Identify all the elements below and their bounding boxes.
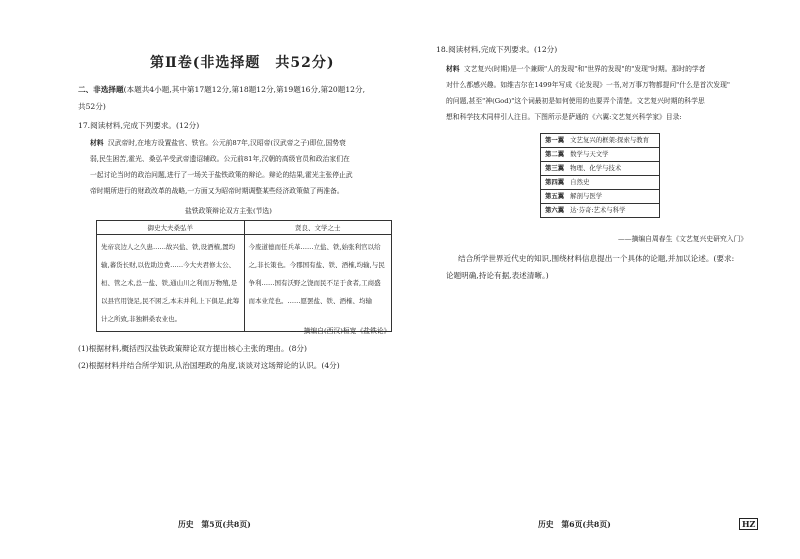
material-line-3: 一起讨论当时的政治问题,进行了一场关于盐铁政策的辩论。辩论的结果,霍光主张停止武 (90, 171, 353, 179)
toc-row (541, 134, 659, 148)
question-17-title: 17.阅读材料,完成下列要求。(12分) (78, 121, 200, 130)
table-header-right: 贤良、文学之士 (244, 221, 392, 235)
toc-row (541, 204, 659, 217)
toc-box (540, 133, 660, 218)
toc-chapter: 第四翼 (545, 178, 565, 186)
toc-topic: 自然史 (570, 178, 590, 186)
section-title: 第Ⅱ卷(非选择题 共52分) (150, 55, 335, 71)
r-material-line-4: 想和科学技术同样引人注目。下图所示是萨通的《六翼:文艺复兴科学家》目录: (446, 113, 682, 121)
r-material-label: 材料 (446, 65, 460, 73)
toc-topic: 达·芬奇:艺术与科学 (570, 206, 626, 214)
toc-row (541, 148, 659, 162)
r-material-line-2: 对什么都感兴趣。如维吉尔在1499年写成《论发现》一书,对万事万物都提问"什么是首次发现" (446, 81, 730, 89)
instruction-line-1 (78, 84, 365, 95)
material-line-1 (90, 138, 346, 148)
material-line-4: 帝时期所进行的财政改革的战略,一方面又为昭帝时期调整某些经济政策做了两准备。 (90, 187, 344, 195)
corner-mark: HZ (739, 518, 758, 530)
sub-question-1: (1)根据材料,概括西汉盐铁政策辩论双方提出核心主张的理由。(8分) (78, 344, 307, 353)
instruction-text: (本题共4小题,其中第17题12分,第18题12分,第19题16分,第20题12分, (123, 85, 366, 94)
material-label: 材料 (90, 139, 104, 147)
toc-topic: 解剖与医学 (570, 192, 603, 200)
r-material-line-3: 的问题,甚至"神(God)"这个词最初是如何使用的也要弄个清楚。文艺复兴时期的科学思 (446, 97, 705, 105)
left-footer: 历史 第5页(共8页) (178, 520, 251, 529)
table-header-left: 御史大夫桑弘羊 (97, 221, 245, 235)
table-right-text: 今废道德而任兵革……立盐、铁,始张利官以给之,非长策也。今郡国有盐、铁、酒榷,均输,与民争利……国有沃野之饶而民不足于食者,工商盛而本业荒也。……愿罢盐、铁、酒榷、均输 (248, 243, 385, 305)
task-line-2: 论题明确,持论有据,表述清晰。) (446, 271, 549, 280)
toc-topic: 文艺复兴的框架:探索与教育 (570, 136, 650, 144)
r-material-text-1: 文艺复兴(时期)是一个兼顾"人的发现"和"世界的发现"的"发现"时期。那时的学者 (463, 65, 706, 73)
toc-chapter: 第六翼 (545, 206, 565, 214)
r-material-line-1 (446, 64, 705, 74)
task-line-1: 结合所学世界近代史的知识,围绕材料信息提出一个具体的论题,并加以论述。(要求: (458, 254, 735, 263)
question-18-title: 18.阅读材料,完成下列要求。(12分) (436, 45, 558, 54)
table-cell-left (97, 235, 245, 332)
sub-question-2: (2)根据材料并结合所学知识,从治国理政的角度,谈谈对这场辩论的认识。(4分) (78, 361, 340, 370)
toc-topic: 物理、化学与技术 (570, 164, 622, 172)
table-cell-right (244, 235, 392, 332)
toc-row (541, 176, 659, 190)
material-text-1: 汉武帝时,在地方设置盐官、铁官。公元前87年,汉昭帝(汉武帝之子)即位,国势衰 (107, 139, 346, 147)
toc-row (541, 162, 659, 176)
right-footer: 历史 第6页(共8页) (538, 520, 611, 529)
toc-topic: 数学与天文学 (570, 150, 609, 158)
material-line-2: 弱,民生困苦,霍光、桑弘羊受武帝遗诏辅政。公元前81年,汉朝的高级官员和政治家们在 (90, 155, 350, 163)
table-source: ——摘编自(西汉)桓宽《盐铁论》 (290, 327, 391, 335)
toc-chapter: 第五翼 (545, 192, 565, 200)
toc-row (541, 190, 659, 204)
debate-table (96, 220, 392, 332)
instruction-label: 二、非选择题 (78, 85, 124, 94)
r-source: ——摘编自周春生《文艺复兴史研究入门》 (618, 235, 748, 243)
right-page (400, 0, 800, 559)
table-left-text: 先帝哀边人之久患……故兴盐、铁,设酒榷,置均输,蕃货长财,以佐助边费……今大夫君修太公、桓、管之术,总一盐、铁,通山川之利而万物殖,是以县官用饶足,民不困乏,本末并利,上下俱足,此筹计之所致,非独耕桑农业也。 (101, 243, 240, 323)
table-caption: 盐铁政策辩论双方主张(节选) (185, 207, 272, 215)
instruction-line-2: 共52分) (78, 102, 106, 111)
toc-chapter: 第三翼 (545, 164, 565, 172)
toc-chapter: 第二翼 (545, 150, 565, 158)
toc-chapter: 第一翼 (545, 136, 565, 144)
